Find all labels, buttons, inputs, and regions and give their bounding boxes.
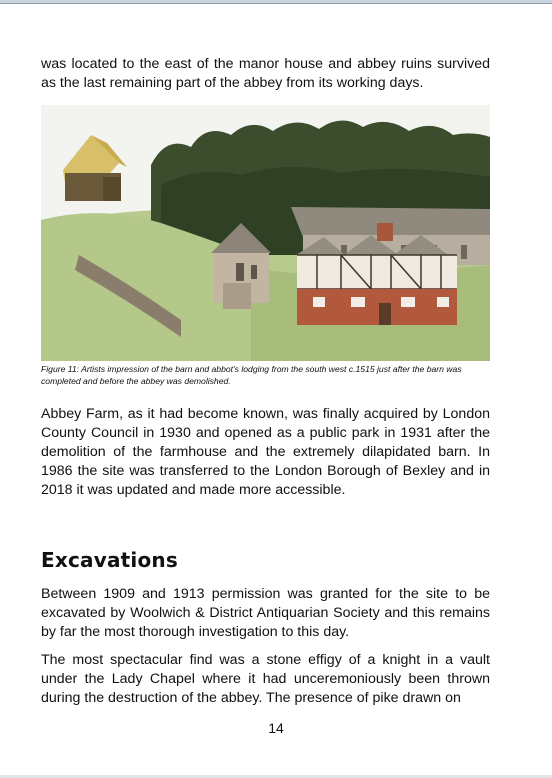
page-number: 14 <box>268 720 284 736</box>
page-top-edge <box>0 0 552 4</box>
paragraph-intro: was located to the east of the manor house and abbey ruins survived as the last remaining part of the abbey from its working days. <box>41 56 490 91</box>
paragraph-abbey-farm: Abbey Farm, as it had become known, was finally acquired by London County Council in 1930 and opened as a public park in 1931 after the demolition of the farmhouse and the extremely dilapidated barn. In 1986 the site was transferred to the London Borough of Bexley and in 2018 it was updated and made more accessible. <box>41 406 490 498</box>
figure-caption: Figure 11: Artists impression of the barn and abbot's lodging from the south west c.1515 just after the barn was completed and before the abbey was demolished. <box>41 364 462 386</box>
paragraph-effigy: The most spectacular find was a stone effigy of a knight in a vault under the Lady Chapel where it had unceremoniously been thrown during the destruction of the abbey. The presence of pike drawn on <box>41 652 490 706</box>
section-heading: Excavations <box>41 548 178 572</box>
figure-barn-illustration <box>41 105 490 361</box>
paragraph-excavations: Between 1909 and 1913 permission was granted for the site to be excavated by Woolwich & District Antiquarian Society and this remains by far the most thorough investigation to this day. <box>41 586 490 640</box>
